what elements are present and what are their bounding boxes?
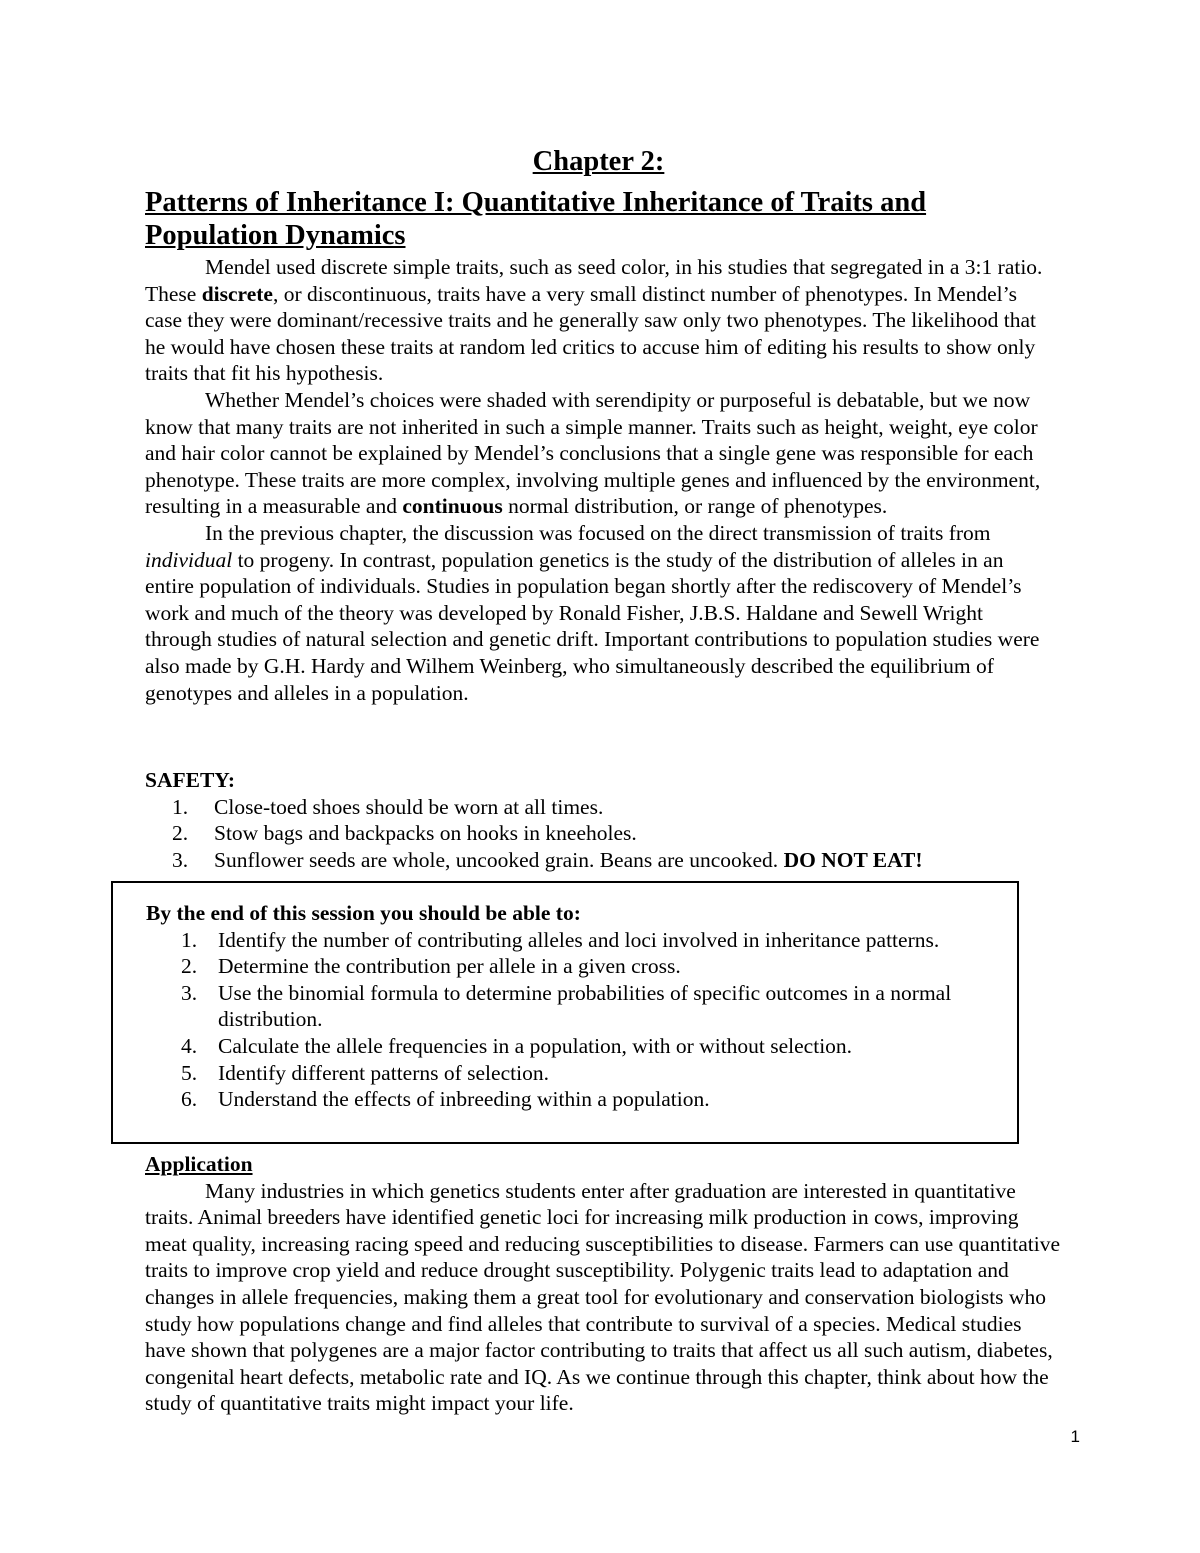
safety-section bbox=[145, 767, 1055, 873]
list-number: 2. bbox=[172, 821, 189, 846]
intro-section bbox=[145, 254, 1055, 706]
objective-item bbox=[146, 953, 1026, 980]
objective-text: Use the binomial formula to determine probabilities of specific outcomes in a normal distribution. bbox=[218, 980, 952, 1032]
chapter-number-heading: Chapter 2: bbox=[532, 146, 665, 177]
safety-item-text: Sunflower seeds are whole, uncooked grain. Beans are uncooked. bbox=[214, 847, 784, 872]
learning-objectives bbox=[146, 900, 1026, 1113]
application-paragraph: Many industries in which genetics students enter after graduation are interested in quantitative traits. Animal breeders have identified genetic loci for increasing milk production in cows, improving meat quality, increasing racing speed and reducing susceptibilities to disease. Farmers can use quantitative traits to improve crop yield and reduce drought susceptibility. Polygenic traits lead to adaptation and changes in allele frequencies, making them a great tool for evolutionary and conservation biologists who study how populations change and find alleles that contribute to survival of a species. Medical studies have shown that polygenes are a major factor contributing to traits that affect us all such autism, diabetes, congenital heart defects, metabolic rate and IQ. As we continue through this chapter, think about how the study of quantitative traits might impact your life. bbox=[145, 1178, 1061, 1416]
application-section bbox=[145, 1151, 1065, 1417]
bold-term-continuous: continuous bbox=[402, 494, 503, 519]
safety-warning-emphasis: DO NOT EAT! bbox=[783, 847, 923, 872]
safety-heading: SAFETY: bbox=[145, 768, 236, 792]
objective-item bbox=[146, 980, 1026, 1033]
objectives-list bbox=[146, 927, 1026, 1113]
text-run: , or discontinuous, traits have a very small distinct number of phenotypes. In Mendel’s case they were dominant/recessive traits and he generally saw only two phenotypes. The likelihood that he would have chosen these traits at random led critics to accuse him of editing his results to show only traits that fit his hypothesis. bbox=[145, 281, 1036, 386]
safety-list bbox=[145, 794, 1055, 874]
text-run: In the previous chapter, the discussion was focused on the direct transmission of traits from bbox=[205, 520, 991, 545]
text-run: Mendel used discrete simple traits, such as seed color, in his studies that segregated in a 3:1 ratio. These bbox=[145, 255, 1043, 306]
safety-item bbox=[145, 794, 1055, 821]
list-number: 4. bbox=[181, 1033, 198, 1058]
page-number: 1 bbox=[1070, 1427, 1080, 1446]
objective-item bbox=[146, 1086, 1026, 1113]
objective-text: Identify the number of contributing alleles and loci involved in inheritance patterns. bbox=[218, 927, 940, 952]
text-run: to progeny. In contrast, population genetics is the study of the distribution of alleles in an entire population of individuals. Studies in population began shortly after the rediscovery of Mendel’s work and much of the theory was developed by Ronald Fisher, J.B.S. Haldane and Sewell Wright through studies of natural selection and genetic drift. Important contributions to population studies were also made by G.H. Hardy and Wilhem Weinberg, who simultaneously described the equilibrium of genotypes and alleles in a population. bbox=[145, 547, 1040, 705]
list-number: 1. bbox=[172, 794, 189, 819]
objective-text: Identify different patterns of selection. bbox=[218, 1060, 549, 1085]
list-number: 1. bbox=[181, 927, 198, 952]
list-number: 6. bbox=[181, 1087, 198, 1112]
objective-item bbox=[146, 927, 1026, 954]
chapter-title: Patterns of Inheritance I: Quantitative Inheritance of Traits and Population Dynamics bbox=[145, 187, 927, 251]
intro-paragraph-1 bbox=[145, 254, 1055, 387]
safety-item-text: Stow bags and backpacks on hooks in kneeholes. bbox=[214, 821, 637, 846]
objective-item bbox=[146, 1060, 1026, 1087]
objective-text: Understand the effects of inbreeding within a population. bbox=[218, 1087, 710, 1112]
list-number: 3. bbox=[172, 847, 189, 872]
bold-term-discrete: discrete bbox=[201, 281, 273, 306]
objective-text: Calculate the allele frequencies in a population, with or without selection. bbox=[218, 1033, 853, 1058]
intro-paragraph-2 bbox=[145, 387, 1055, 520]
intro-paragraph-3 bbox=[145, 520, 1055, 706]
objective-text: Determine the contribution per allele in a given cross. bbox=[218, 954, 681, 979]
safety-item-text: Close-toed shoes should be worn at all times. bbox=[214, 794, 604, 819]
application-heading: Application bbox=[145, 1152, 253, 1176]
objectives-heading: By the end of this session you should be able to: bbox=[146, 901, 581, 925]
italic-term-individual: individual bbox=[145, 547, 233, 572]
list-number: 3. bbox=[181, 980, 198, 1005]
safety-item bbox=[145, 820, 1055, 847]
list-number: 2. bbox=[181, 954, 198, 979]
objective-item bbox=[146, 1033, 1026, 1060]
text-run: Whether Mendel’s choices were shaded with serendipity or purposeful is debatable, but we now know that many traits are not inherited in such a simple manner. Traits such as height, weight, eye color and hair color cannot be explained by Mendel’s conclusions that a single gene was responsible for each phenotype. These traits are more complex, involving multiple genes and influenced by the environment, resulting in a measurable and bbox=[145, 387, 1041, 519]
text-run: normal distribution, or range of phenotypes. bbox=[502, 494, 888, 519]
list-number: 5. bbox=[181, 1060, 198, 1085]
safety-item bbox=[145, 847, 1055, 874]
